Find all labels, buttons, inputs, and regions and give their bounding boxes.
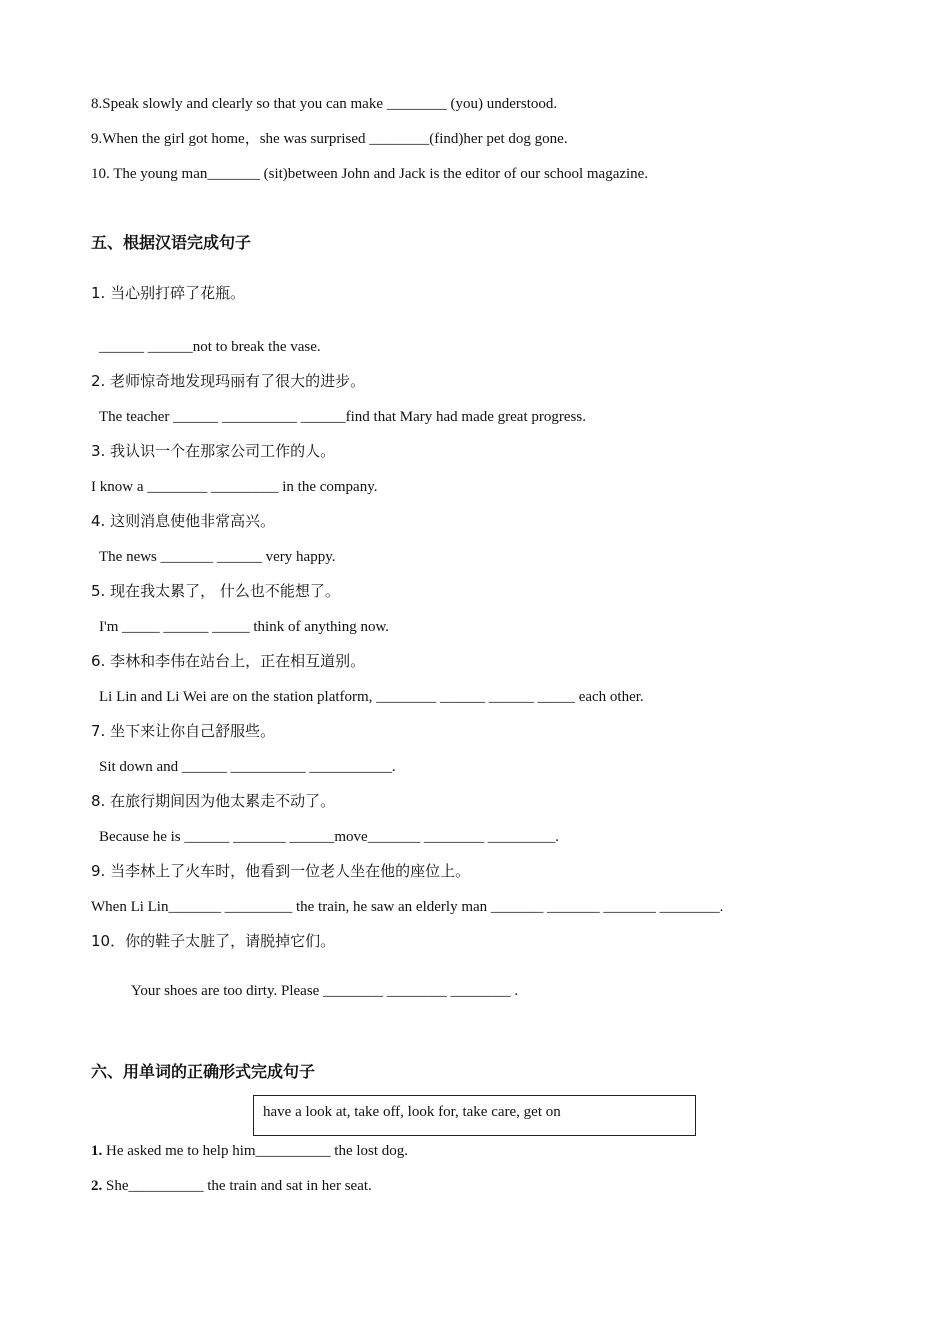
- translation-prompt-3: 3. 我认识一个在那家公司工作的人。: [91, 442, 336, 460]
- section-6-heading: 六、用单词的正确形式完成句子: [91, 1062, 316, 1081]
- item-number: 1.: [91, 1143, 103, 1159]
- fill-in-item-2: [91, 1177, 372, 1195]
- translation-answer-1: ______ ______not to break the vase.: [99, 339, 321, 355]
- translation-answer-6: Li Lin and Li Wei are on the station platform, ________ ______ ______ _____ each other.: [99, 689, 644, 705]
- fill-in-item-1: [91, 1142, 408, 1160]
- exercise-item-10: 10. The young man_______ (sit)between John and Jack is the editor of our school magazine.: [91, 166, 649, 182]
- item-text: He asked me to help him__________ the lost dog.: [102, 1143, 409, 1159]
- translation-prompt-2: 2. 老师惊奇地发现玛丽有了很大的进步。: [91, 372, 366, 390]
- exercise-item-9: 9.When the girl got home，she was surprised ________(find)her pet dog gone.: [91, 131, 568, 147]
- translation-answer-3: I know a ________ _________ in the company.: [91, 479, 378, 495]
- exercise-item-8: 8.Speak slowly and clearly so that you can make ________ (you) understood.: [91, 96, 558, 112]
- translation-prompt-5: 5. 现在我太累了， 什么也不能想了。: [91, 582, 340, 600]
- translation-prompt-7: 7. 坐下来让你自己舒服些。: [91, 722, 276, 740]
- translation-prompt-4: 4. 这则消息使他非常高兴。: [91, 512, 276, 530]
- translation-prompt-10: 10．你的鞋子太脏了，请脱掉它们。: [91, 932, 336, 950]
- item-number: 2.: [91, 1178, 103, 1194]
- translation-prompt-8: 8. 在旅行期间因为他太累走不动了。: [91, 792, 336, 810]
- translation-answer-8: Because he is ______ _______ ______move_______ ________ _________.: [99, 829, 559, 845]
- section-5-heading: 五、根据汉语完成句子: [91, 233, 252, 252]
- translation-prompt-1: 1. 当心别打碎了花瓶。: [91, 284, 246, 302]
- translation-answer-5: I'm _____ ______ _____ think of anything now.: [99, 619, 390, 635]
- translation-prompt-6: 6. 李林和李伟在站台上，正在相互道别。: [91, 652, 366, 670]
- translation-answer-4: The news _______ ______ very happy.: [99, 549, 336, 565]
- word-bank-box: [253, 1095, 696, 1136]
- word-bank-text: have a look at, take off, look for, take care, get on: [263, 1104, 561, 1120]
- translation-answer-2: The teacher ______ __________ ______find that Mary had made great progress.: [99, 409, 586, 425]
- item-text: She__________ the train and sat in her seat.: [102, 1178, 372, 1194]
- translation-answer-7: Sit down and ______ __________ ___________.: [99, 759, 396, 775]
- translation-prompt-9: 9. 当李林上了火车时，他看到一位老人坐在他的座位上。: [91, 862, 471, 880]
- translation-answer-9: When Li Lin_______ _________ the train, he saw an elderly man _______ _______ _______ ________.: [91, 899, 724, 915]
- translation-answer-10: Your shoes are too dirty. Please ________ ________ ________ .: [131, 983, 519, 999]
